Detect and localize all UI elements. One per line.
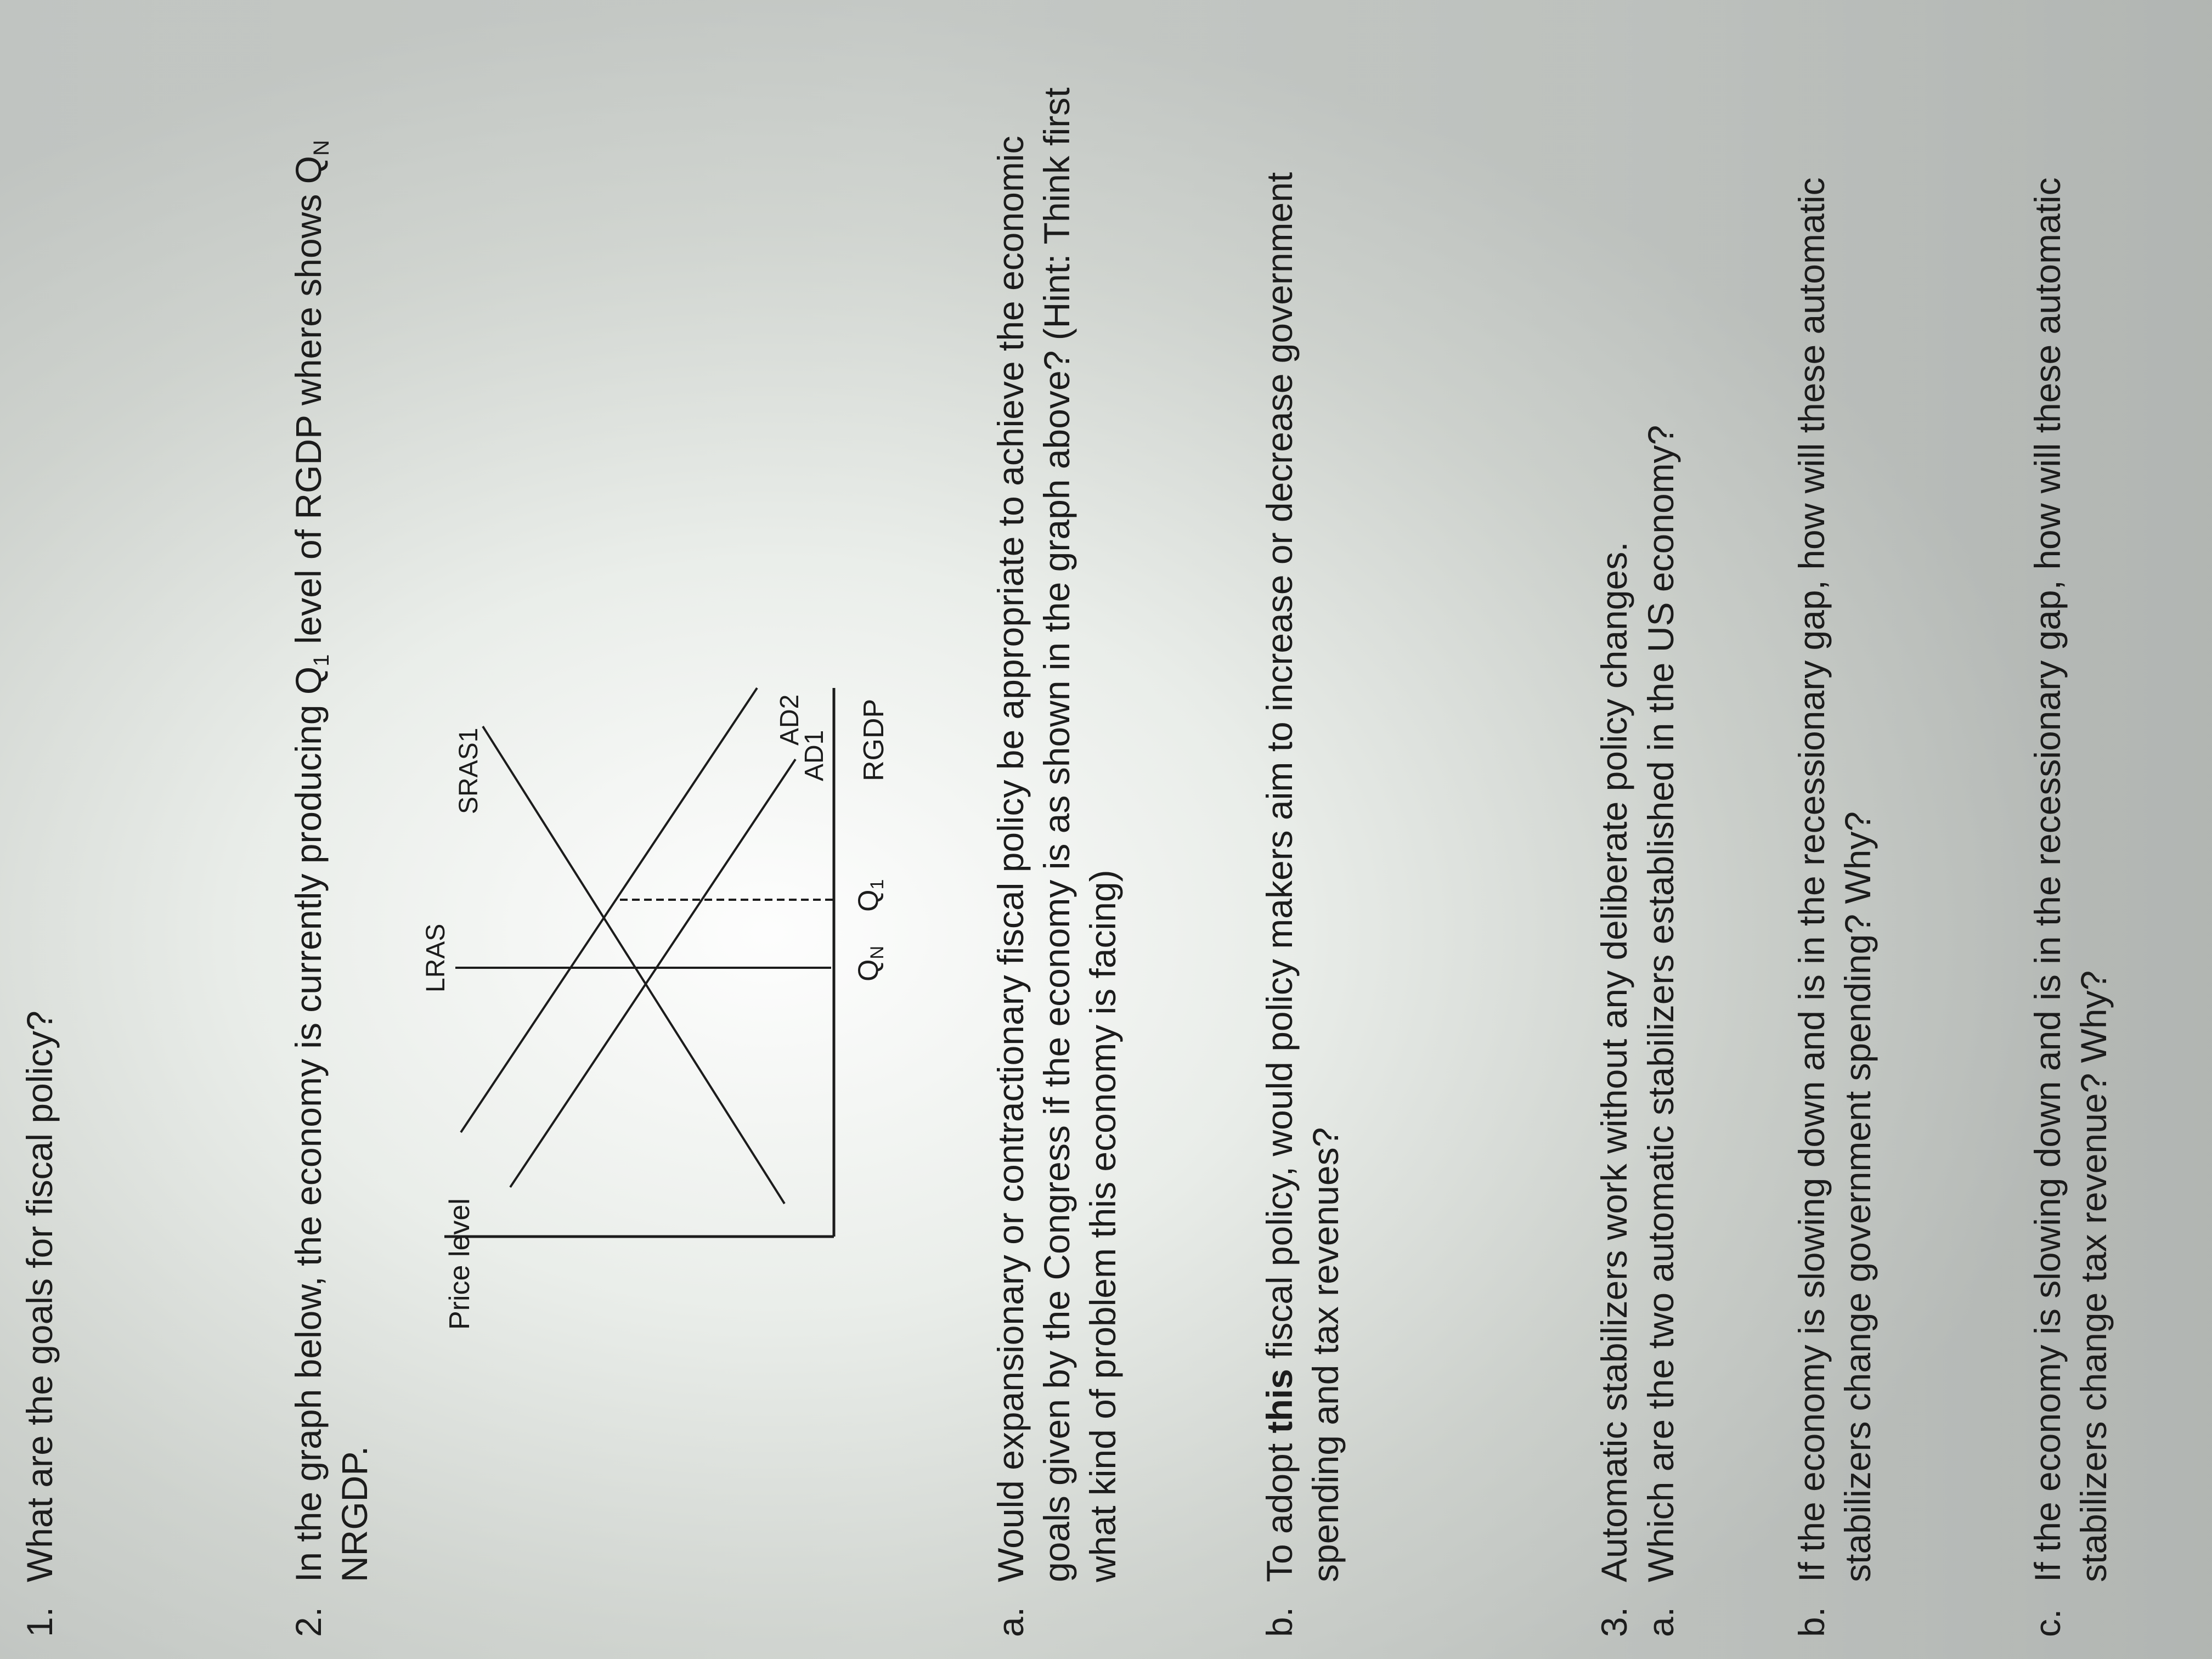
question-number: a. <box>990 1606 1031 1637</box>
question-3a <box>1638 46 1687 1637</box>
question-text-line-2: NRGDP. <box>334 1446 375 1582</box>
q2b-suffix: fiscal policy, would policy makers aim to increase or decrease government <box>1259 172 1300 1369</box>
q2-line1-a: In the graph below, the economy is currently producing Q <box>288 666 329 1582</box>
ad1-line <box>510 759 795 1187</box>
q2-subscript-1: 1 <box>309 654 334 667</box>
question-1 <box>16 46 66 1637</box>
question-3b <box>1788 46 1887 1637</box>
question-text: Automatic stabilizers work without any deliberate policy changes. <box>1594 541 1634 1582</box>
sras1-label: SRAS1 <box>454 727 483 814</box>
question-3 <box>1591 46 1640 1637</box>
q2b-prefix: To adopt <box>1259 1433 1300 1582</box>
question-text: What are the goals for fiscal policy? <box>19 1011 60 1582</box>
question-number: 3. <box>1594 1606 1634 1637</box>
question-text-line-1: If the economy is slowing down and is in the recessionary gap, how will these automatic <box>1791 177 1832 1582</box>
question-2b <box>1256 46 1355 1637</box>
ad2-label: AD2 <box>775 694 804 746</box>
question-3c <box>2024 46 2123 1637</box>
tick-label-qn: QN <box>853 945 888 981</box>
question-number: a. <box>1640 1606 1681 1637</box>
question-text: Which are the two automatic stabilizers established in the US economy? <box>1640 425 1681 1582</box>
question-number: b. <box>1791 1606 1832 1637</box>
question-text-line-1 <box>285 140 345 1582</box>
q2-line1-b: level of RGDP where shows Q <box>288 156 329 654</box>
question-text-line-3: what kind of problem this economy is facing) <box>1082 870 1123 1582</box>
question-text-line-2: stabilizers change tax revenue? Why? <box>2073 970 2114 1582</box>
question-text-line-1 <box>1256 172 1302 1582</box>
question-number: 2. <box>288 1606 329 1637</box>
x-axis-label: RGDP <box>858 698 890 781</box>
y-axis-label: Price level <box>444 1198 476 1330</box>
question-2 <box>285 46 384 1637</box>
question-2a <box>988 13 1130 1637</box>
ad1-label: AD1 <box>800 730 829 781</box>
question-number: c. <box>2027 1609 2068 1637</box>
q2-subscript-n: N <box>309 140 334 156</box>
q2b-bold-word: this <box>1259 1369 1300 1434</box>
question-text-line-1: Would expansionary or contractionary fiscal policy be appropriate to achieve the economic <box>990 136 1031 1582</box>
question-text-line-2: spending and tax revenues? <box>1305 1127 1346 1582</box>
sras1-line <box>483 726 785 1204</box>
tick-label-q1: Q1 <box>853 879 888 912</box>
question-number: b. <box>1259 1606 1300 1637</box>
question-text-line-2: goals given by the Congress if the economy is as shown in the graph above? (Hint: Think first <box>1036 87 1077 1582</box>
ad2-line <box>461 688 757 1132</box>
question-number: 1. <box>19 1606 60 1637</box>
question-text-line-1: If the economy is slowing down and is in the recessionary gap, how will these automatic <box>2027 177 2068 1582</box>
question-text-line-2: stabilizers change government spending? Why? <box>1837 811 1878 1582</box>
lras-label: LRAS <box>421 923 450 992</box>
ad-as-chart <box>395 661 944 1494</box>
